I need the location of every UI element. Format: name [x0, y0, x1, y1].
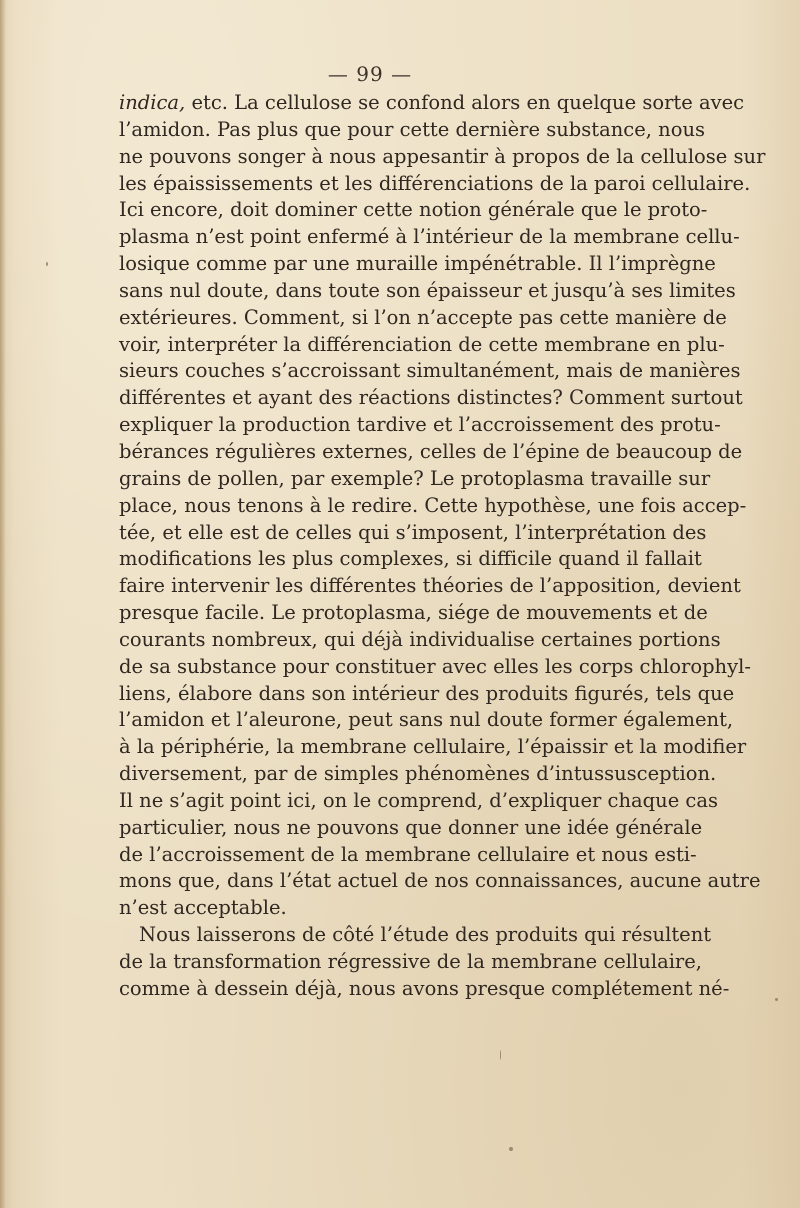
- text-line: losique comme par une muraille impénétrable. Il l’imprègne: [119, 252, 716, 276]
- body-text: [119, 90, 766, 1003]
- text-line: plasma n’est point enfermé à l’intérieur de la membrane cellu-: [119, 225, 740, 249]
- text-line: de sa substance pour constituer avec elles les corps chlorophyl-: [119, 654, 751, 678]
- paper-speck: [775, 998, 778, 1001]
- text-line: les épaississements et les différenciations de la paroi cellulaire.: [119, 171, 751, 195]
- text-line: place, nous tenons à le redire. Cette hypothèse, une fois accep-: [119, 493, 747, 517]
- text-line: presque facile. Le protoplasma, siége de mouvements et de: [119, 601, 708, 625]
- text-line: ne pouvons songer à nous appesantir à propos de la cellulose sur: [119, 144, 766, 168]
- page-number: — 99 —: [327, 62, 413, 86]
- text-line: courants nombreux, qui déjà individualise certaines portions: [119, 627, 721, 651]
- text-line: l’amidon et l’aleurone, peut sans nul doute former également,: [119, 708, 734, 732]
- paper-speck: [500, 1050, 501, 1060]
- text-line: comme à dessein déjà, nous avons presque complétement né-: [119, 976, 730, 1000]
- text-line: à la périphérie, la membrane cellulaire, l’épaissir et la modifier: [119, 735, 747, 759]
- text-line: n’est acceptable.: [119, 896, 287, 920]
- text-line: Nous laisserons de côté l’étude des produits qui résultent: [139, 923, 712, 947]
- text-line: différentes et ayant des réactions distinctes? Comment surtout: [119, 386, 743, 410]
- text-line: Ici encore, doit dominer cette notion générale que le proto-: [119, 198, 708, 222]
- text-line: particulier, nous ne pouvons que donner une idée générale: [119, 815, 703, 839]
- text-line: voir, interpréter la différenciation de cette membrane en plu-: [119, 332, 725, 356]
- text-line: modifications les plus complexes, si difficile quand il fallait: [119, 547, 702, 571]
- text-line: bérances régulières externes, celles de l’épine de beaucoup de: [119, 439, 743, 463]
- text-line: liens, élabore dans son intérieur des produits figurés, tels que: [119, 681, 735, 705]
- text-line: sans nul doute, dans toute son épaisseur et jusqu’à ses limites: [119, 278, 736, 302]
- text-line: grains de pollen, par exemple? Le protoplasma travaille sur: [119, 466, 711, 490]
- paper-speck: [46, 262, 48, 266]
- paper-speck: [509, 1147, 513, 1151]
- text-line: de la transformation régressive de la membrane cellulaire,: [119, 950, 702, 973]
- text-line: sieurs couches s’accroissant simultanément, mais de manières: [119, 359, 741, 383]
- text-line: extérieures. Comment, si l’on n’accepte pas cette manière de: [119, 305, 727, 329]
- page-binding-edge: [0, 0, 6, 1208]
- italic-term: indica,: [119, 91, 186, 114]
- text-line: indica, etc. La cellulose se confond alors en quelque sorte avec: [119, 91, 745, 114]
- text-line: de l’accroissement de la membrane cellulaire et nous esti-: [119, 842, 697, 866]
- text-line: mons que, dans l’état actuel de nos connaissances, aucune autre: [119, 869, 761, 893]
- text-line: Il ne s’agit point ici, on le comprend, d’expliquer chaque cas: [119, 788, 718, 812]
- text-line: expliquer la production tardive et l’accroissement des protu-: [119, 413, 721, 437]
- text-line: diversement, par de simples phénomènes d’intussusception.: [119, 762, 717, 786]
- text-line: l’amidon. Pas plus que pour cette dernière substance, nous: [119, 117, 706, 141]
- text-line: tée, et elle est de celles qui s’imposent, l’interprétation des: [119, 520, 707, 544]
- text-line: faire intervenir les différentes théories de l’apposition, devient: [119, 574, 741, 598]
